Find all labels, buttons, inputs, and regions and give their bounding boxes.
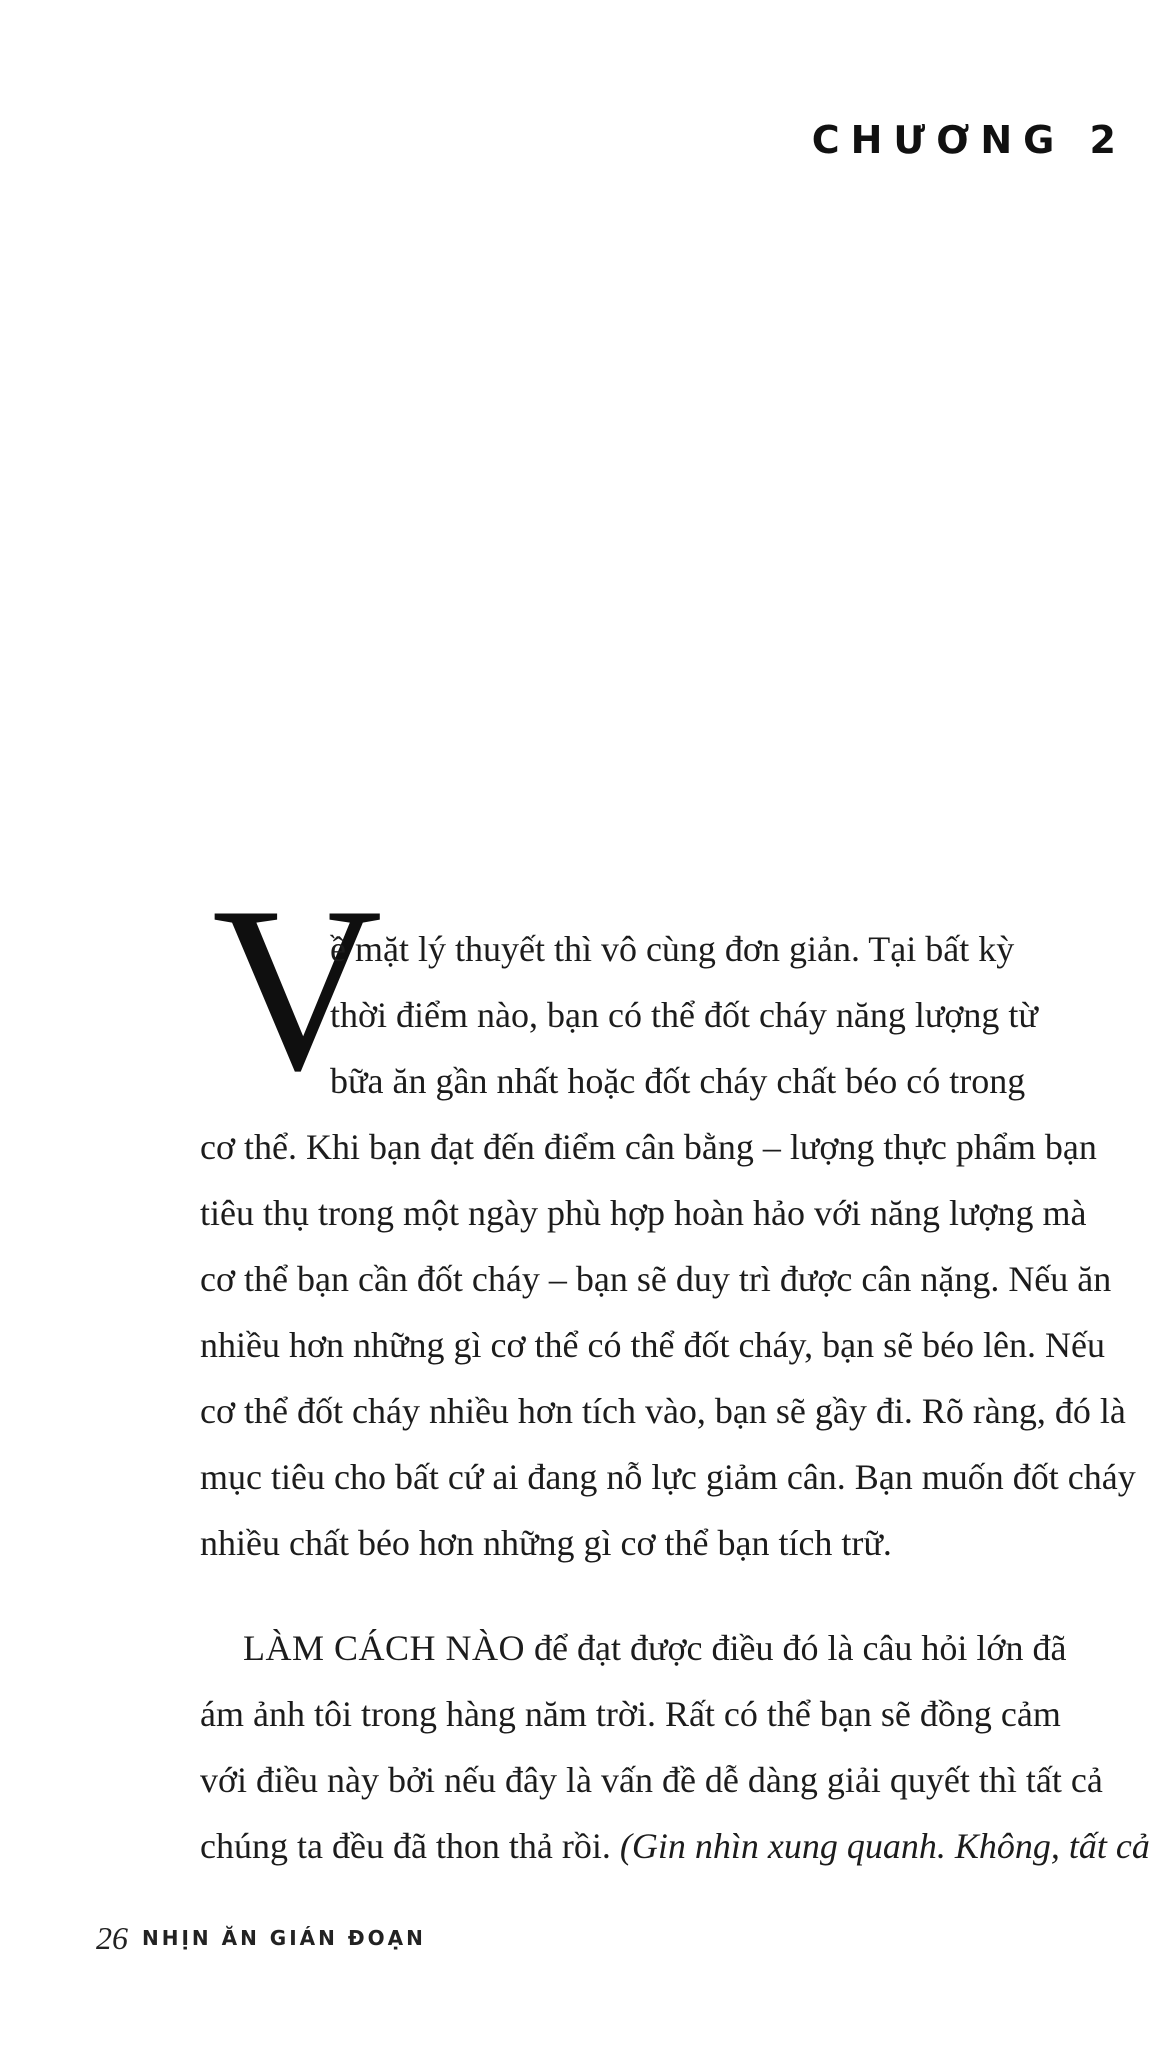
- paragraph-1-line-8: cơ thể đốt cháy nhiều hơn tích vào, bạn sẽ gầy đi. Rõ ràng, đó là: [200, 1391, 1126, 1431]
- running-book-title: NHỊN ĂN GIÁN ĐOẠN: [142, 1926, 426, 1950]
- paragraph-1-line-9: mục tiêu cho bất cứ ai đang nỗ lực giảm cân. Bạn muốn đốt cháy: [200, 1457, 1136, 1497]
- page-footer: [96, 1920, 426, 1957]
- page-number: 26: [96, 1920, 128, 1956]
- paragraph-2-line-4: [200, 1828, 1150, 1864]
- paragraph-1-line-4: cơ thể. Khi bạn đạt đến điểm cân bằng – lượng thực phẩm bạn: [200, 1127, 1097, 1167]
- paragraph-2-line-2: ám ảnh tôi trong hàng năm trời. Rất có thể bạn sẽ đồng cảm: [200, 1694, 1061, 1734]
- paragraph-2-line-1: [243, 1630, 1066, 1666]
- paragraph-2-line-1-text: để đạt được điều đó là câu hỏi lớn đã: [525, 1628, 1067, 1668]
- paragraph-1-line-7: nhiều hơn những gì cơ thể có thể đốt cháy, bạn sẽ béo lên. Nếu: [200, 1325, 1106, 1365]
- paragraph-2-italic-aside: (Gin nhìn xung quanh. Không, tất cả: [619, 1826, 1150, 1866]
- paragraph-1-line-6: cơ thể bạn cần đốt cháy – bạn sẽ duy trì được cân nặng. Nếu ăn: [200, 1259, 1112, 1299]
- paragraph-1-line-1: ề mặt lý thuyết thì vô cùng đơn giản. Tại bất kỳ: [330, 929, 1015, 969]
- paragraph-1-line-3: bữa ăn gần nhất hoặc đốt cháy chất béo có trong: [330, 1061, 1026, 1101]
- paragraph-2-line-4-text: chúng ta đều đã thon thả rồi.: [200, 1826, 620, 1866]
- paragraph-1-line-10: nhiều chất béo hơn những gì cơ thể bạn tích trữ.: [200, 1523, 892, 1563]
- drop-cap: V: [212, 859, 383, 1120]
- paragraph-1-line-2: thời điểm nào, bạn có thể đốt cháy năng lượng từ: [330, 995, 1038, 1035]
- chapter-heading: CHƯƠNG 2: [811, 118, 1127, 162]
- paragraph-2-lead-in: LÀM CÁCH NÀO: [243, 1628, 526, 1668]
- paragraph-2-line-3: với điều này bởi nếu đây là vấn đề dễ dàng giải quyết thì tất cả: [200, 1760, 1103, 1800]
- paragraph-1-line-5: tiêu thụ trong một ngày phù hợp hoàn hảo với năng lượng mà: [200, 1193, 1087, 1233]
